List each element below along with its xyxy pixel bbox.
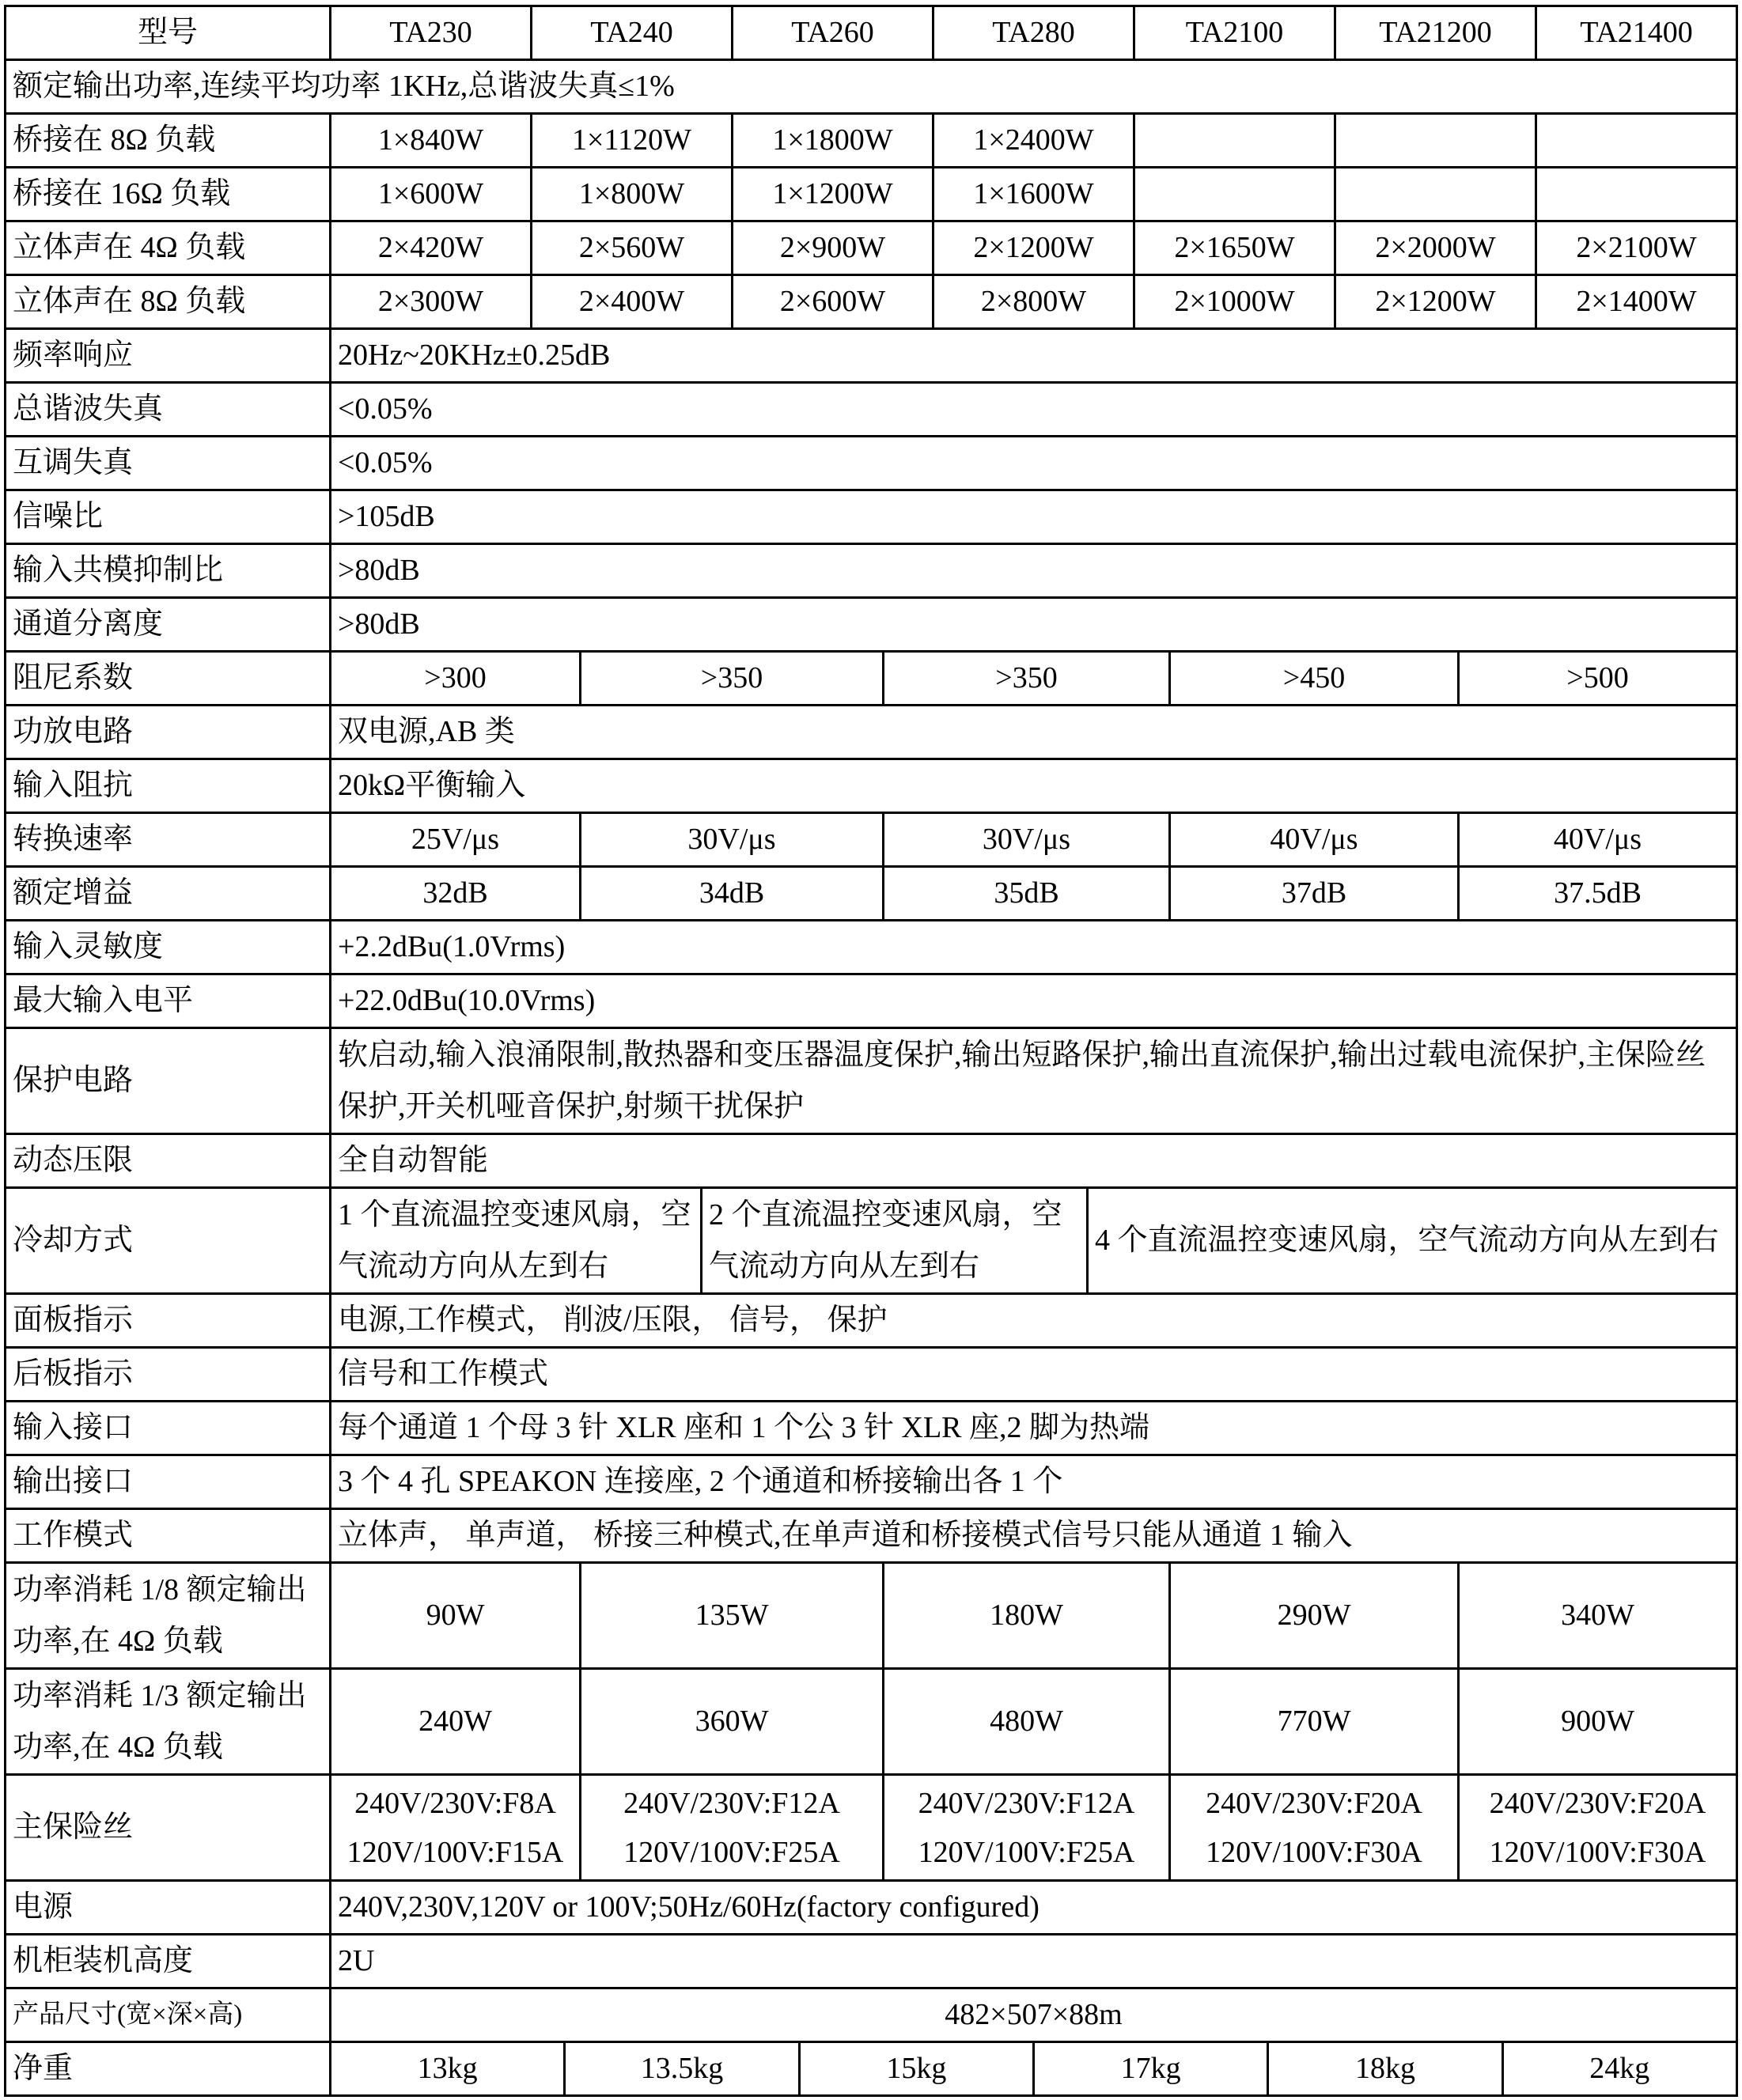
table-row-bridge-16ohm [6,166,1736,220]
row-label: 功放电路 [13,714,134,748]
spec-value-cell: 770W [1168,1670,1457,1773]
table-row-input-connectors [6,1400,1736,1454]
row-label: 冷却方式 [13,1223,134,1257]
spec-value-cell: 2×2100W [1535,222,1736,274]
row-label: 面板指示 [13,1303,134,1337]
spec-value-cell: >80dB [329,545,1736,596]
spec-value-cell: 17kg [1032,2043,1267,2094]
spec-value-cell [329,1776,579,1879]
table-row-rated-gain [6,865,1736,919]
spec-value-cell [1133,168,1334,220]
row-label: 额定增益 [13,876,134,910]
spec-value-cell: +22.0dBu(10.0Vrms) [329,975,1736,1027]
table-row-rated-power-note [6,59,1736,112]
row-label: 功率消耗 1/8 额定输出功率,在 4Ω 负载 [13,1572,307,1658]
spec-value-cell: 软启动,输入浪涌限制,散热器和变压器温度保护,输出短路保护,输出直流保护,输出过载电流保护,主保险丝保护,开关机哑音保护,射频干扰保护 [329,1029,1736,1133]
spec-value-cell: 1×840W [329,115,530,166]
row-label: 产品尺寸(宽×深×高) [13,2000,243,2029]
spec-value-cell: 37dB [1168,868,1457,919]
table-row-damping [6,650,1736,704]
spec-value-cell [1535,168,1736,220]
model-name: TA280 [932,7,1133,59]
spec-value-cell: >450 [1168,653,1457,704]
spec-value-cell: >105dB [329,491,1736,543]
spec-value-cell: 2×1200W [932,222,1133,274]
spec-value-cell [1168,1776,1457,1879]
spec-value-cell: 信号和工作模式 [329,1349,1736,1400]
row-label: 主保险丝 [13,1810,134,1844]
table-row-rear-panel [6,1346,1736,1400]
spec-value-cell: 180W [882,1564,1168,1667]
spec-value-cell [1334,168,1535,220]
spec-value-cell: 2×1200W [1334,276,1535,327]
row-label: 最大输入电平 [13,983,194,1017]
row-label-model: 型号 [137,15,198,49]
row-label: 总谐波失真 [13,392,164,426]
table-row-bridge-8ohm [6,112,1736,166]
spec-value-cell: 1 个直流温控变速风扇，空气流动方向从左到右 [329,1189,700,1292]
spec-value-cell: 35dB [882,868,1168,919]
spec-value-cell: 2×1650W [1133,222,1334,274]
table-row-input-impedance [6,758,1736,812]
spec-value-cell: 1×600W [329,168,530,220]
row-label: 电源 [13,1890,74,1924]
row-label: 机柜装机高度 [13,1943,194,1977]
spec-value-cell: 1×2400W [932,115,1133,166]
model-name: TA230 [329,7,530,59]
spec-value-cell: 立体声， 单声道， 桥接三种模式,在单声道和桥接模式信号只能从通道 1 输入 [329,1510,1736,1561]
model-name: TA240 [530,7,731,59]
spec-value-cell: 2×2000W [1334,222,1535,274]
row-label: 桥接在 16Ω 负载 [13,176,231,210]
table-row-dynamic-limiter [6,1133,1736,1186]
model-name: TA260 [731,7,932,59]
spec-value-cell: 40V/μs [1457,814,1736,865]
spec-value-cell: 4 个直流温控变速风扇，空气流动方向从左到右 [1086,1189,1736,1292]
spec-value-cell: 3 个 4 孔 SPEAKON 连接座, 2 个通道和桥接输出各 1 个 [329,1456,1736,1508]
model-name: TA21400 [1535,7,1736,59]
table-row-net-weight [6,2041,1736,2094]
model-name: TA21200 [1334,7,1535,59]
spec-value-cell: 40V/μs [1168,814,1457,865]
spec-value-cell: 每个通道 1 个母 3 针 XLR 座和 1 个公 3 针 XLR 座,2 脚为热端 [329,1402,1736,1454]
spec-value-cell: 30V/μs [579,814,882,865]
rated-power-note: 额定输出功率,连续平均功率 1KHz,总谐波失真≤1% [13,69,675,103]
row-label: 通道分离度 [13,607,164,641]
spec-value-cell: >300 [329,653,579,704]
row-label: 互调失真 [13,445,134,479]
table-row-amp-circuit [6,704,1736,758]
table-row-channel-separation [6,596,1736,650]
spec-value-cell: 2×300W [329,276,530,327]
row-label: 信噪比 [13,499,104,533]
spec-value-cell: 480W [882,1670,1168,1773]
row-label: 桥接在 8Ω 负载 [13,123,216,157]
fuse-line: 240V/230V:F12A [623,1786,840,1820]
spec-value-cell: 240W [329,1670,579,1773]
spec-value-cell [882,1776,1168,1879]
table-row-stereo-4ohm [6,220,1736,274]
table-row-imd [6,435,1736,489]
amplifier-spec-table [4,5,1738,2097]
spec-value-cell: 1×1200W [731,168,932,220]
model-name: TA2100 [1133,7,1334,59]
spec-value-cell: 482×507×88m [329,1989,1736,2041]
spec-value-cell: <0.05% [329,384,1736,435]
spec-value-cell [1133,115,1334,166]
fuse-line: 240V/230V:F20A [1206,1786,1422,1820]
spec-value-cell: 电源,工作模式， 削波/压限， 信号， 保护 [329,1295,1736,1346]
fuse-line: 240V/230V:F20A [1489,1786,1706,1820]
row-label: 工作模式 [13,1518,134,1552]
row-label: 功率消耗 1/3 额定输出功率,在 4Ω 负载 [13,1678,307,1764]
spec-value-cell: 2×560W [530,222,731,274]
spec-value-cell: 2×420W [329,222,530,274]
table-row-protection [6,1027,1736,1133]
spec-value-cell: 1×800W [530,168,731,220]
spec-value-cell: 15kg [798,2043,1032,2094]
row-label: 输出接口 [13,1464,134,1498]
table-row-power-consumption-1-3 [6,1667,1736,1773]
spec-value-cell: 2×800W [932,276,1133,327]
spec-value-cell: 双电源,AB 类 [329,706,1736,758]
spec-value-cell: 30V/μs [882,814,1168,865]
table-row-thd [6,381,1736,435]
spec-value-cell: >350 [882,653,1168,704]
table-row-work-modes [6,1508,1736,1561]
spec-value-cell [579,1776,882,1879]
table-row-main-fuse [6,1773,1736,1879]
row-label: 输入共模抑制比 [13,553,224,587]
table-row-max-input-level [6,973,1736,1027]
row-label: 立体声在 8Ω 负载 [13,284,246,318]
table-row-stereo-8ohm [6,274,1736,327]
spec-value-cell: 90W [329,1564,579,1667]
spec-value-cell: >80dB [329,599,1736,650]
spec-value-cell: 2U [329,1935,1736,1987]
spec-value-cell: 18kg [1267,2043,1501,2094]
spec-value-cell: <0.05% [329,437,1736,489]
row-label: 输入灵敏度 [13,929,164,963]
row-label: 频率响应 [13,338,134,372]
row-label: 阻尼系数 [13,660,134,694]
spec-value-cell [1457,1776,1736,1879]
table-row-snr [6,489,1736,543]
row-label: 输入阻抗 [13,768,134,802]
fuse-line: 240V/230V:F8A [354,1786,556,1820]
row-label: 立体声在 4Ω 负载 [13,230,246,264]
spec-value-cell: 34dB [579,868,882,919]
table-row-models [6,7,1736,59]
fuse-line: 120V/100V:F25A [918,1835,1135,1869]
spec-value-cell: 340W [1457,1564,1736,1667]
table-row-output-connectors [6,1454,1736,1508]
row-label: 净重 [13,2051,74,2085]
spec-value-cell: 360W [579,1670,882,1773]
fuse-line: 120V/100V:F15A [347,1835,564,1869]
row-label: 后板指示 [13,1356,134,1391]
spec-value-cell: 1×1600W [932,168,1133,220]
fuse-line: 240V/230V:F12A [918,1786,1135,1820]
spec-value-cell [1334,115,1535,166]
spec-value-cell: 24kg [1502,2043,1736,2094]
table-row-rack-height [6,1933,1736,1987]
spec-value-cell: 2×400W [530,276,731,327]
table-row-freq-response [6,327,1736,381]
row-label: 输入接口 [13,1410,134,1444]
spec-value-cell: 290W [1168,1564,1457,1667]
spec-value-cell: 2×1000W [1133,276,1334,327]
spec-value-cell: 37.5dB [1457,868,1736,919]
row-label: 转换速率 [13,822,134,856]
fuse-line: 120V/100V:F30A [1489,1835,1706,1869]
spec-value-cell: 1×1120W [530,115,731,166]
spec-value-cell: 13kg [329,2043,563,2094]
table-row-input-sensitivity [6,919,1736,973]
table-row-power-consumption-1-8 [6,1561,1736,1667]
row-label: 动态压限 [13,1143,134,1177]
table-row-mains [6,1879,1736,1933]
spec-value-cell: 1×1800W [731,115,932,166]
row-label: 保护电路 [13,1063,134,1097]
spec-value-cell: 32dB [329,868,579,919]
spec-value-cell: 25V/μs [329,814,579,865]
spec-value-cell: +2.2dBu(1.0Vrms) [329,921,1736,973]
spec-value-cell [1535,115,1736,166]
table-row-cooling [6,1186,1736,1292]
spec-value-cell: 13.5kg [563,2043,797,2094]
spec-value-cell: 135W [579,1564,882,1667]
fuse-line: 120V/100V:F30A [1206,1835,1422,1869]
table-row-slew-rate [6,812,1736,865]
table-row-dimensions [6,1987,1736,2041]
spec-value-cell: 全自动智能 [329,1135,1736,1186]
spec-value-cell: 240V,230V,120V or 100V;50Hz/60Hz(factory configured) [329,1882,1736,1933]
spec-value-cell: 2×1400W [1535,276,1736,327]
spec-value-cell: 20Hz~20KHz±0.25dB [329,330,1736,381]
fuse-line: 120V/100V:F25A [623,1835,840,1869]
table-row-cmrr [6,543,1736,596]
spec-value-cell: >350 [579,653,882,704]
spec-value-cell: 2×900W [731,222,932,274]
spec-value-cell: >500 [1457,653,1736,704]
spec-value-cell: 900W [1457,1670,1736,1773]
table-row-front-panel [6,1292,1736,1346]
spec-value-cell: 2 个直流温控变速风扇，空气流动方向从左到右 [700,1189,1086,1292]
spec-value-cell: 2×600W [731,276,932,327]
spec-value-cell: 20kΩ平衡输入 [329,760,1736,812]
